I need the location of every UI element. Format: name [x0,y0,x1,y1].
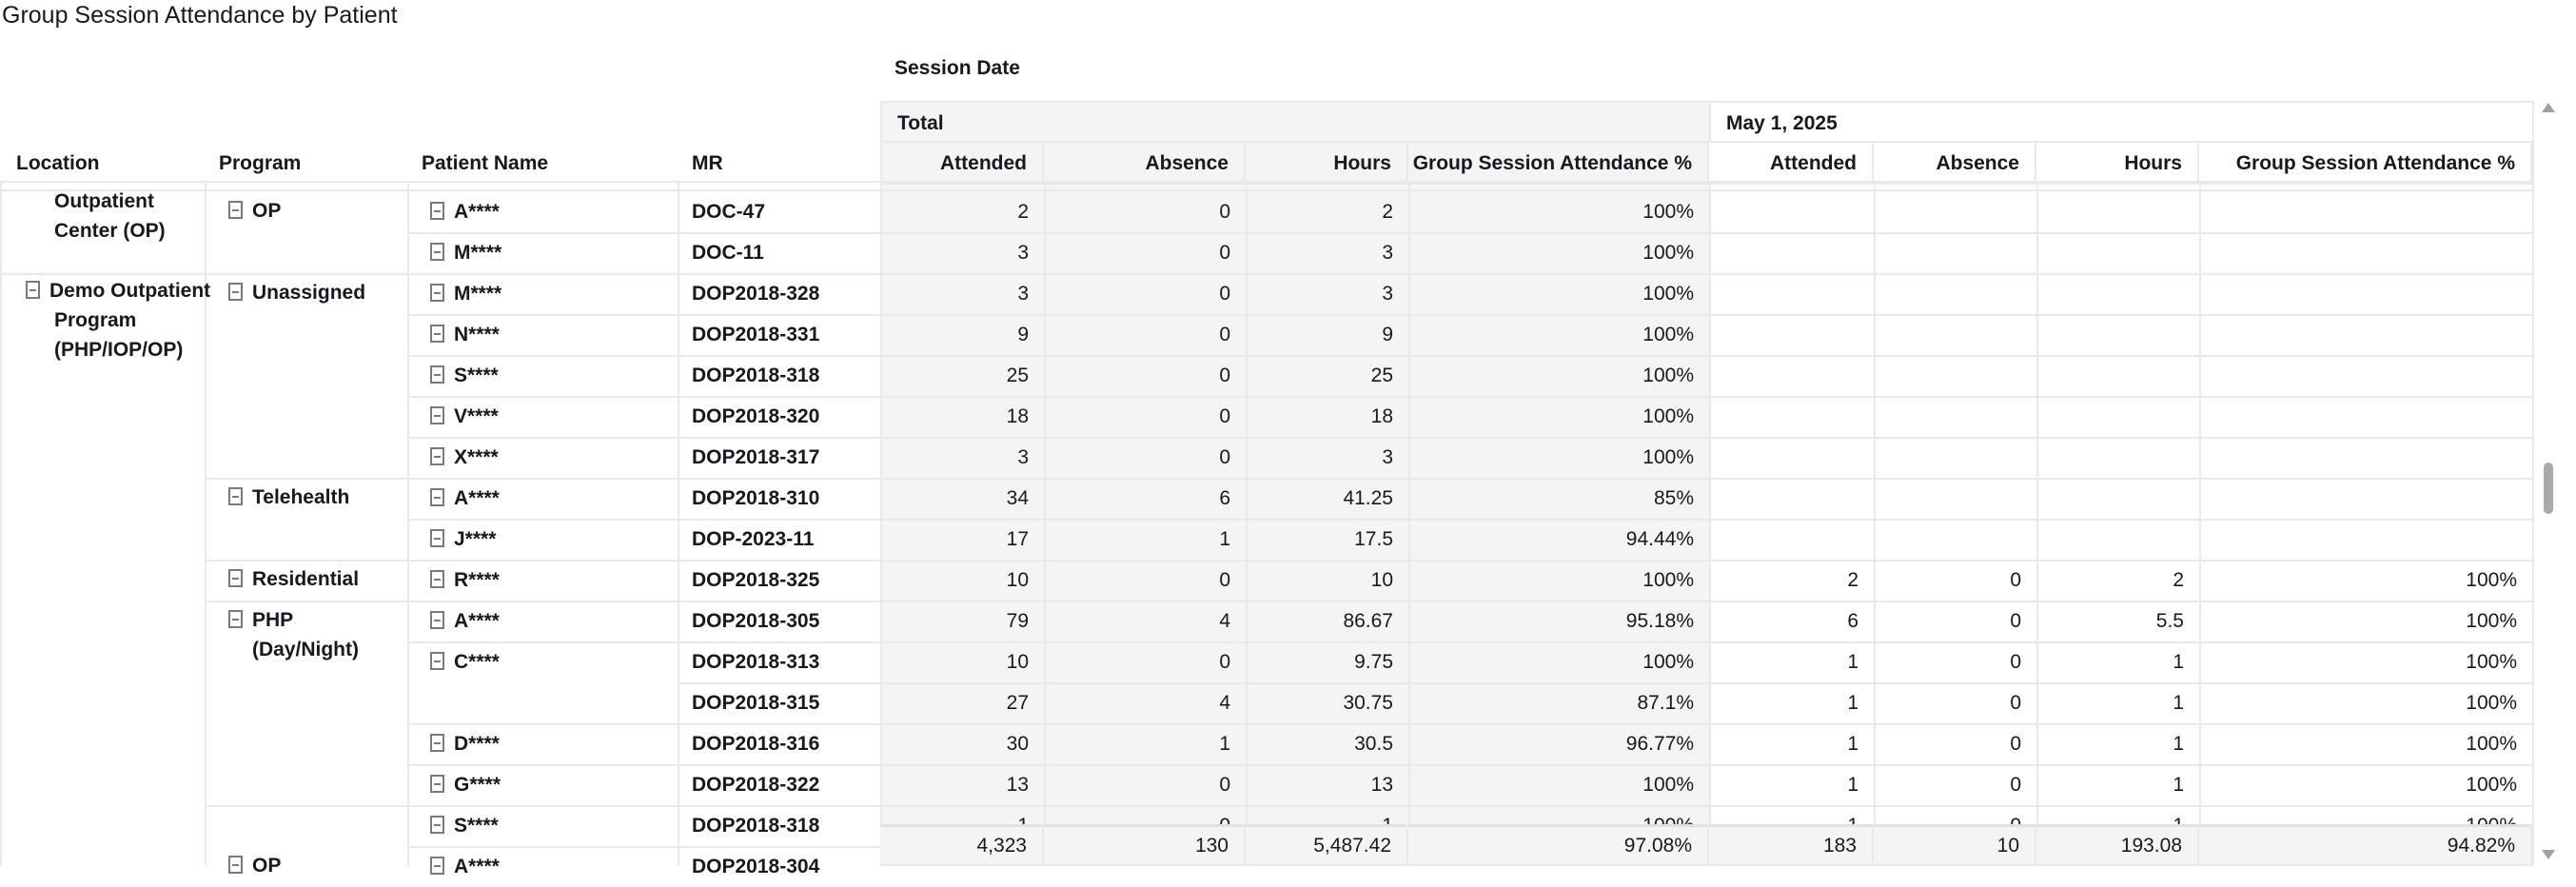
may1-value-cell [2199,396,2532,437]
patient-name-cell[interactable] [430,483,500,513]
mr-cell: DOP2018-320 [692,405,820,427]
total-value-cell: 86.67 [1343,610,1393,632]
mr-cell: DOP2018-313 [692,651,820,673]
mr-cell: DOP2018-305 [692,610,820,632]
may1-value-cell: 2 [2173,569,2184,591]
patient-name: C**** [454,651,500,673]
collapse-icon[interactable] [430,816,444,834]
may1-value-cell [2036,314,2199,355]
mr-cell: DOP2018-310 [692,487,820,509]
total-value-cell: 87.1% [1637,692,1694,714]
header-location[interactable]: Location [16,152,100,174]
group-header-may-1-2025[interactable]: May 1, 2025 [1709,101,2532,143]
may1-value-cell: 2 [1847,569,1858,591]
program-unassigned[interactable] [228,278,365,307]
total-value-cell: 100% [1642,651,1694,673]
patient-name-cell[interactable] [430,770,501,799]
grid-line [407,181,409,866]
mr-cell: DOP2018-325 [692,569,820,591]
total-value-cell: 9.75 [1354,651,1393,673]
collapse-icon[interactable] [430,406,444,424]
total-value-cell: 30 [1006,733,1029,755]
patient-name-cell[interactable] [430,729,500,759]
grid-line [678,181,679,866]
total-value-cell: 4 [1219,610,1230,632]
total-value-cell: 85% [1653,487,1694,509]
total-value-cell: 96.77% [1625,733,1694,755]
may1-grand-total-cell: 193.08 [2036,824,2199,866]
may1-value-cell: 100% [2466,774,2517,796]
may1-value-cell [1709,437,1874,478]
program-label: PHP (Day/Night) [252,609,359,660]
header-program[interactable]: Program [219,152,302,174]
patient-name-cell[interactable] [430,320,500,349]
may1-value-cell [2199,355,2532,396]
may1-value-cell [1874,396,2036,437]
total-value-cell: 2 [1017,201,1029,223]
collapse-icon[interactable] [430,775,444,793]
total-value-cell: 18 [1006,405,1029,427]
total-grand-total-cell: 130 [1044,824,1246,866]
total-value-cell: 0 [1219,324,1230,345]
may1-value-cell: 100% [2466,733,2517,755]
may1-value-cell [1709,519,1874,560]
may1-value-cell [2199,437,2532,478]
collapse-icon[interactable] [430,734,444,752]
collapse-icon[interactable] [228,201,243,219]
may1-value-cell: 1 [1847,692,1858,714]
total-value-cell: 41.25 [1343,487,1393,509]
patient-name: A**** [454,610,500,632]
may1-value-cell [1874,355,2036,396]
may1-value-cell: 1 [1847,733,1858,755]
collapse-icon[interactable] [430,611,444,629]
patient-name: V**** [454,405,499,427]
collapse-icon[interactable] [228,487,243,505]
mr-cell: DOP2018-318 [692,815,820,837]
patient-name-cell[interactable] [430,279,501,308]
patient-name: N**** [454,324,500,345]
collapse-icon[interactable] [228,610,243,628]
total-value-cell: 0 [1219,283,1230,305]
may1-value-cell: 6 [1847,610,1858,632]
patient-name: M**** [454,242,502,264]
collapse-icon[interactable] [430,447,444,465]
collapse-icon[interactable] [228,856,243,874]
collapse-icon[interactable] [26,281,40,299]
patient-name-cell[interactable] [430,647,500,677]
location-label: Demo Outpatient Program (PHP/IOP/OP) [49,280,211,361]
col-header-total-attendance-pct[interactable]: Group Session Attendance % [1408,143,1709,185]
may1-grand-total-cell: 10 [1874,824,2036,866]
total-value-cell: 100% [1642,324,1694,345]
may1-value-cell: 0 [2010,733,2021,755]
may1-value-cell [2036,519,2199,560]
total-grand-total-cell: 5,487.42 [1246,824,1408,866]
mr-cell: DOP2018-304 [692,856,820,877]
may1-value-cell [1709,396,1874,437]
vertical-scrollbar[interactable] [2535,95,2576,866]
location-demo-outpatient-program[interactable] [26,276,226,365]
location-outpatient-center[interactable] [54,187,197,246]
scroll-up-arrow-icon[interactable] [2542,103,2555,112]
header-mr[interactable]: MR [692,152,723,174]
total-grand-total-cell: 4,323 [880,824,1044,866]
patient-name-cell[interactable] [430,811,499,840]
may1-value-cell [1874,478,2036,519]
total-value-cell: 2 [1382,201,1393,223]
may1-value-cell [2199,478,2532,519]
patient-name: J**** [454,528,497,550]
may1-value-cell: 1 [2173,733,2184,755]
patient-name: A**** [454,201,500,223]
total-grand-total-cell: 97.08% [1408,824,1709,866]
total-value-cell: 0 [1219,365,1230,386]
report-title: Group Session Attendance by Patient [2,2,398,29]
may1-value-cell [1709,314,1874,355]
may1-value-cell [1874,232,2036,273]
total-value-cell: 10 [1006,651,1029,673]
total-value-cell: 100% [1642,201,1694,223]
may1-value-cell [2036,232,2199,273]
col-header-total-attended[interactable]: Attended [880,143,1044,185]
may1-value-cell [2199,191,2532,232]
col-header-may1-attendance-pct[interactable]: Group Session Attendance % [2199,143,2532,185]
patient-name-cell[interactable] [430,402,499,431]
total-value-cell: 0 [1219,651,1230,673]
total-value-cell: 4 [1219,692,1230,714]
total-value-cell: 9 [1382,324,1393,345]
may1-value-cell: 1 [1847,774,1858,796]
may1-value-cell: 100% [2466,569,2517,591]
mr-cell: DOP2018-315 [692,692,820,714]
collapse-icon[interactable] [430,284,444,302]
program-label: Telehealth [252,486,350,508]
mr-cell: DOP-2023-11 [692,528,815,550]
may1-value-cell [1709,191,1874,232]
total-value-cell: 9 [1017,324,1029,345]
total-value-cell: 100% [1642,365,1694,386]
total-value-cell: 0 [1219,774,1230,796]
collapse-icon[interactable] [430,488,444,506]
total-value-cell: 100% [1642,405,1694,427]
scrollbar-thumb[interactable] [2544,463,2553,514]
total-value-cell: 100% [1642,774,1694,796]
location-label: Outpatient Center (OP) [54,190,166,242]
col-header-total-absence[interactable]: Absence [1044,143,1246,185]
collapse-icon[interactable] [430,243,444,261]
header-patient-name[interactable]: Patient Name [422,152,549,174]
patient-name-cell[interactable] [430,443,499,472]
col-header-may1-attended[interactable]: Attended [1709,143,1874,185]
patient-name-cell[interactable] [430,524,496,554]
may1-value-cell [1709,232,1874,273]
total-value-cell: 100% [1642,283,1694,305]
mr-cell: DOP2018-317 [692,446,820,468]
patient-name: R**** [454,569,500,591]
col-header-may1-absence[interactable]: Absence [1874,143,2036,185]
total-value-cell: 0 [1219,446,1230,468]
patient-name: A**** [454,856,500,877]
collapse-icon[interactable] [228,569,243,587]
total-value-cell: 1 [1219,733,1230,755]
total-value-cell: 0 [1219,242,1230,264]
may1-value-cell [1874,273,2036,314]
total-value-cell: 3 [1382,446,1393,468]
may1-value-cell: 1 [1847,651,1858,673]
may1-value-cell [2036,273,2199,314]
program-label: OP [252,855,282,877]
patient-name: A**** [454,487,500,509]
total-value-cell: 10 [1370,569,1393,591]
patient-name-cell[interactable] [430,852,500,881]
total-value-cell: 0 [1219,201,1230,223]
may1-value-cell: 100% [2466,692,2517,714]
total-value-cell: 3 [1017,283,1029,305]
total-value-cell: 3 [1017,242,1029,264]
collapse-icon[interactable] [228,283,243,301]
may1-value-cell [2036,355,2199,396]
total-value-cell: 30.5 [1354,733,1393,755]
patient-name: S**** [454,365,499,386]
patient-name-cell[interactable] [430,565,500,595]
may1-value-cell [2199,232,2532,273]
collapse-icon[interactable] [430,202,444,220]
collapse-icon[interactable] [430,529,444,547]
patient-name-cell[interactable] [430,361,499,390]
may1-value-cell [2036,478,2199,519]
patient-name: D**** [454,733,500,755]
may1-value-cell: 0 [2010,651,2021,673]
program-label: Unassigned [252,282,366,304]
may1-value-cell [1874,191,2036,232]
total-value-cell: 0 [1219,569,1230,591]
total-value-cell: 3 [1017,446,1029,468]
may1-value-cell: 0 [2010,610,2021,632]
group-header-total[interactable]: Total [880,101,1709,143]
session-date-label: Session Date [895,57,1020,79]
patient-name-cell[interactable] [430,606,500,636]
total-value-cell: 3 [1382,283,1393,305]
grid-line [0,181,2,866]
may1-value-cell [2036,396,2199,437]
may1-value-cell: 1 [2173,774,2184,796]
may1-grand-total-cell: 183 [1709,824,1874,866]
may1-value-cell: 0 [2010,692,2021,714]
collapse-icon[interactable] [430,365,444,384]
total-value-cell: 25 [1006,365,1029,386]
program-php-day-night[interactable] [228,605,404,664]
may1-value-cell [2036,191,2199,232]
collapse-icon[interactable] [430,325,444,343]
mr-cell: DOC-47 [692,201,766,223]
may1-value-cell [1709,273,1874,314]
collapse-icon[interactable] [430,652,444,670]
total-value-cell: 100% [1642,446,1694,468]
collapse-icon[interactable] [430,570,444,588]
may1-value-cell [2199,519,2532,560]
program-residential[interactable] [228,564,359,594]
program-telehealth[interactable] [228,483,349,512]
may1-value-cell [1874,314,2036,355]
col-header-total-hours[interactable]: Hours [1246,143,1408,185]
may1-value-cell [1874,437,2036,478]
may1-value-cell [2036,437,2199,478]
mr-cell: DOP2018-322 [692,774,820,796]
total-value-cell: 27 [1006,692,1029,714]
mr-cell: DOP2018-318 [692,365,820,386]
program-op[interactable] [228,196,281,226]
total-value-cell: 95.18% [1625,610,1694,632]
may1-value-cell: 1 [2173,651,2184,673]
patient-name: X**** [454,446,499,468]
may1-value-cell: 0 [2010,774,2021,796]
may1-value-cell [1709,355,1874,396]
total-value-cell: 94.44% [1625,528,1694,550]
may1-grand-total-cell: 94.82% [2199,824,2532,866]
grid-line [2532,101,2534,866]
total-value-cell: 0 [1219,405,1230,427]
total-value-cell: 13 [1370,774,1393,796]
total-value-cell: 79 [1006,610,1029,632]
may1-value-cell [1874,519,2036,560]
total-value-cell: 17 [1006,528,1029,550]
total-value-cell: 17.5 [1354,528,1393,550]
total-value-cell: 100% [1642,242,1694,264]
patient-name: S**** [454,815,499,837]
may1-value-cell: 100% [2466,651,2517,673]
may1-value-cell: 0 [2010,569,2021,591]
col-header-may1-hours[interactable]: Hours [2036,143,2199,185]
total-value-cell: 100% [1642,569,1694,591]
total-value-cell: 6 [1219,487,1230,509]
patient-name: G**** [454,774,501,796]
program-label: Residential [252,568,360,590]
may1-value-cell: 1 [2173,692,2184,714]
may1-value-cell [1709,478,1874,519]
mr-cell: DOP2018-328 [692,283,820,305]
scroll-down-arrow-icon[interactable] [2542,850,2555,859]
grid-line [0,181,2532,183]
patient-name: M**** [454,283,502,305]
mr-cell: DOP2018-316 [692,733,820,755]
collapse-icon[interactable] [430,857,444,875]
total-value-cell: 3 [1382,242,1393,264]
total-value-cell: 18 [1370,405,1393,427]
total-value-cell: 1 [1219,528,1230,550]
patient-name-cell[interactable] [430,238,501,267]
mr-cell: DOP2018-331 [692,324,820,345]
may1-value-cell: 5.5 [2155,610,2184,632]
program-label: OP [252,200,282,222]
total-value-cell: 13 [1006,774,1029,796]
total-value-cell: 25 [1370,365,1393,386]
total-value-cell: 10 [1006,569,1029,591]
total-value-cell: 30.75 [1343,692,1393,714]
may1-value-cell [2199,273,2532,314]
mr-cell: DOC-11 [692,242,764,264]
patient-name-cell[interactable] [430,197,500,227]
total-value-cell: 34 [1006,487,1029,509]
may1-value-cell: 100% [2466,610,2517,632]
may1-value-cell [2199,314,2532,355]
